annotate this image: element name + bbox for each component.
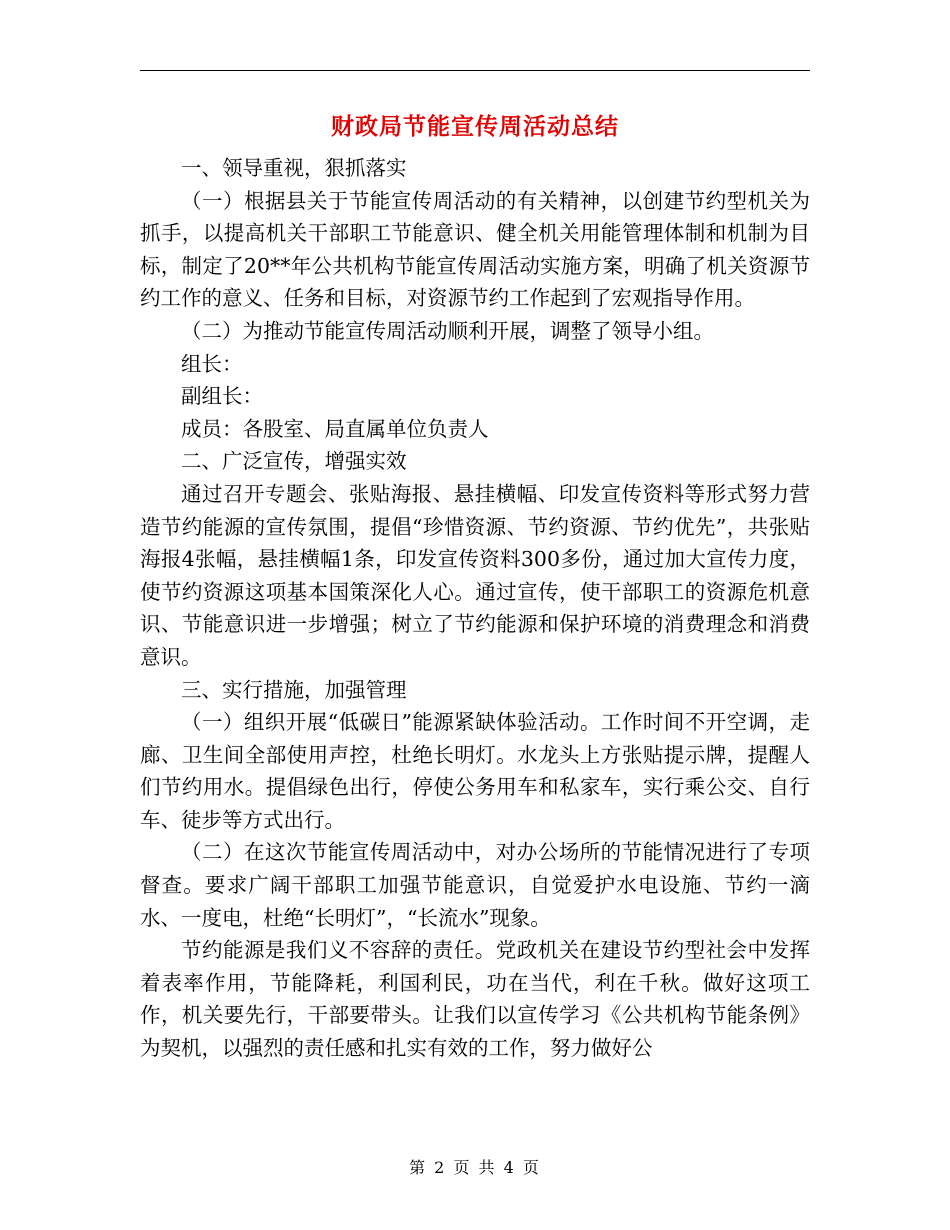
- paragraph-3-1: （一）组织开展“低碳日”能源紧缺体验活动。工作时间不开空调，走廊、卫生间全部使用声控，杜绝长明灯。水龙头上方张贴提示牌，提醒人们节约用水。提倡绿色出行，停使公务用车和私家车，实行乘公交、自行车、徒步等方式出行。: [140, 710, 810, 832]
- deputy-leader-line: 副组长：: [181, 384, 263, 409]
- paragraph-3-2: （二）在这次节能宣传周活动中，对办公场所的节能情况进行了专项督查。要求广阔干部职工加强节能意识，自觉爱护水电设施、节约一滴水、一度电，杜绝“长明灯”，“长流水”现象。: [140, 840, 810, 930]
- paragraph-2-1: 通过召开专题会、张贴海报、悬挂横幅、印发宣传资料等形式努力营造节约能源的宣传氛围，提倡“珍惜资源、节约资源、节约优先”，共张贴海报4张幅，悬挂横幅1条，印发宣传资料300多份，通过加大宣传力度，使节约资源这项基本国策深化人心。通过宣传，使干部职工的资源危机意识、节能意识进一步增强；树立了节约能源和保护环境的消费理念和消费意识。: [140, 481, 810, 669]
- section-heading-3: 三、实行措施，加强管理: [181, 677, 407, 702]
- section-heading-2: 二、广泛宣传，增强实效: [181, 449, 407, 474]
- section-heading-1: 一、领导重视，狠抓落实: [181, 156, 407, 180]
- document-title: 财政局节能宣传周活动总结: [331, 113, 619, 140]
- paragraph-conclusion: 节约能源是我们义不容辞的责任。党政机关在建设节约型社会中发挥着表率作用，节能降耗，利国利民，功在当代，利在千秋。做好这项工作，机关要先行，干部要带头。让我们以宣传学习《公共机构节能条例》为契机，以强烈的责任感和扎实有效的工作，努力做好公: [140, 938, 810, 1061]
- page-footer: 第 2 页 共 4 页: [409, 1158, 541, 1177]
- members-line: 成员：各股室、局直属单位负责人: [181, 416, 489, 441]
- document-body: [140, 152, 810, 1065]
- team-leader-line: 组长：: [181, 351, 243, 376]
- paragraph-1-1: （一）根据县关于节能宣传周活动的有关精神，以创建节约型机关为抓手，以提高机关干部职工节能意识、健全机关用能管理体制和机制为目标，制定了20**年公共机构节能宣传周活动实施方案，明确了机关资源节约工作的意义、任务和目标，对资源节约工作起到了宏观指导作用。: [140, 188, 810, 311]
- paragraph-1-2: （二）为推动节能宣传周活动顺利开展，调整了领导小组。: [181, 318, 714, 343]
- header-rule: [140, 70, 810, 71]
